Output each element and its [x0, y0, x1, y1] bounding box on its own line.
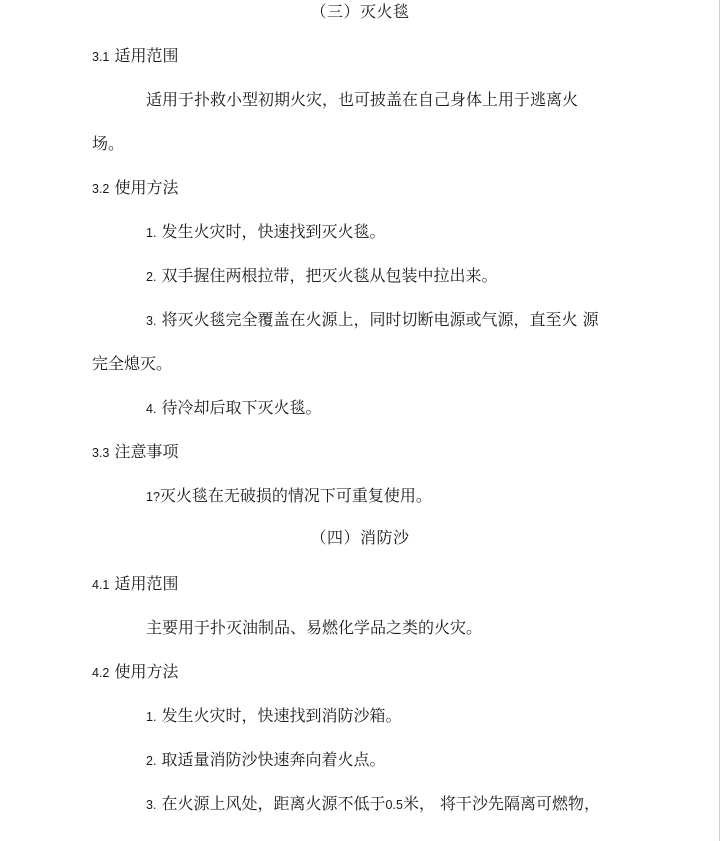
step-number: 2. [146, 270, 157, 284]
step-3-2-4 [146, 398, 322, 419]
step-number: 3. [146, 314, 157, 328]
section-title-fire-sand: （四）消防沙 [310, 528, 410, 547]
note-text: 灭火毯在无破损的情况下可重复使用。 [159, 486, 432, 505]
paragraph-4-1: 主要用于扑灭油制品、易燃化学品之类的火灾。 [146, 618, 483, 637]
step-number: 1. [146, 710, 157, 724]
heading-3-3 [92, 442, 179, 463]
step-3-2-1 [146, 222, 386, 243]
heading-number: 4.2 [92, 666, 110, 680]
step-4-2-3 [146, 794, 600, 815]
step-number: 3. [146, 798, 157, 812]
paragraph-3-1-line1: 适用于扑救小型初期火灾，也可披盖在自己身体上用于逃离火 [146, 90, 579, 109]
heading-number: 3.1 [92, 50, 110, 64]
heading-text: 使用方法 [114, 662, 179, 681]
heading-text: 适用范围 [114, 46, 179, 65]
heading-3-1 [92, 46, 179, 67]
step-3-2-3 [146, 310, 599, 331]
step-text: 发生火灾时，快速找到灭火毯。 [161, 222, 386, 241]
step-text: 发生火灾时，快速找到消防沙箱。 [161, 706, 402, 725]
paragraph-3-1-line2: 场。 [92, 134, 125, 153]
step-3-2-3-continued: 完全熄灭。 [92, 354, 173, 373]
step-number: 1. [146, 226, 157, 240]
heading-4-1 [92, 574, 179, 595]
note-number: 1? [146, 490, 160, 504]
step-text: 取适量消防沙快速奔向着火点。 [161, 750, 386, 769]
note-3-3-1 [146, 486, 432, 507]
step-text: 待冷却后取下灭火毯。 [161, 398, 322, 417]
heading-text: 注意事项 [114, 442, 179, 461]
step-number: 2. [146, 754, 157, 768]
heading-number: 4.1 [92, 578, 110, 592]
heading-number: 3.3 [92, 446, 110, 460]
section-title-fire-blanket: （三）灭火毯 [310, 2, 410, 21]
heading-4-2 [92, 662, 179, 683]
step-4-2-2 [146, 750, 386, 771]
step-text: 双手握住两根拉带，把灭火毯从包装中拉出来。 [161, 266, 498, 285]
heading-text: 使用方法 [114, 178, 179, 197]
step-text: 将灭火毯完全覆盖在火源上，同时切断电源或气源，直至火 源 [161, 310, 599, 329]
step-text: 在火源上风处，距离火源不低于 [161, 794, 386, 813]
step-3-2-2 [146, 266, 498, 287]
heading-text: 适用范围 [114, 574, 179, 593]
distance-value: 0.5 [385, 798, 403, 812]
heading-number: 3.2 [92, 182, 110, 196]
step-text-continued: 米， 将干沙先隔离可燃物， [402, 794, 601, 813]
step-number: 4. [146, 402, 157, 416]
heading-3-2 [92, 178, 179, 199]
step-4-2-1 [146, 706, 402, 727]
